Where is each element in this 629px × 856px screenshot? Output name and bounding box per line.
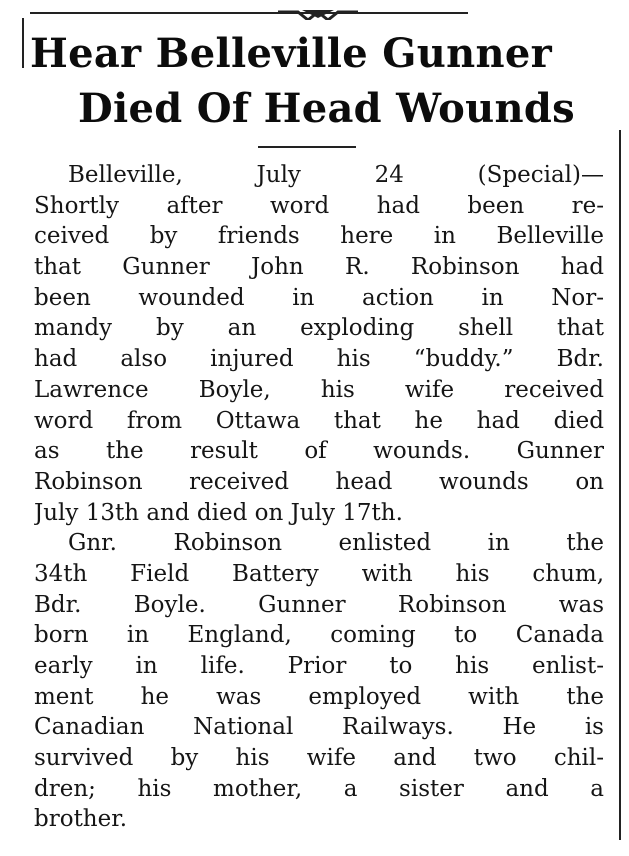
- paragraph-1: [34, 160, 604, 528]
- text-line: mandy by an exploding shell that: [34, 315, 604, 342]
- text-line: Lawrence Boyle, his wife received: [34, 376, 604, 403]
- text-line: Shortly after word had been re-: [34, 192, 604, 219]
- text-line: Gnr. Robinson enlisted in the: [68, 530, 604, 557]
- text-line: brother.: [34, 806, 128, 833]
- paragraph-2: [34, 528, 604, 835]
- right-column-rule: [619, 130, 621, 840]
- text-line: 34th Field Battery with his chum,: [34, 560, 604, 587]
- text-line: survived by his wife and two chil-: [34, 745, 604, 772]
- article-body: [34, 160, 604, 835]
- text-line: dren; his mother, a sister and a: [34, 775, 604, 802]
- dash-ornament-icon: [278, 4, 358, 20]
- text-line: ment he was employed with the: [34, 683, 604, 710]
- headline-divider: [258, 146, 356, 148]
- headline-line-1: Hear Belleville Gunner: [30, 30, 552, 77]
- headline: [30, 26, 610, 136]
- text-line: as the result of wounds. Gunner: [34, 438, 604, 465]
- text-line: that Gunner John R. Robinson had: [34, 254, 604, 281]
- text-line: word from Ottawa that he had died: [34, 407, 604, 434]
- text-line: had also injured his “buddy.” Bdr.: [34, 346, 604, 373]
- top-rule: [30, 12, 468, 14]
- text-line: Bdr. Boyle. Gunner Robinson was: [34, 591, 604, 618]
- text-line: ceived by friends here in Belleville: [34, 223, 604, 250]
- text-line: early in life. Prior to his enlist-: [34, 653, 604, 679]
- text-line: Canadian National Railways. He is: [34, 714, 604, 741]
- text-line: been wounded in action in Nor-: [34, 284, 604, 311]
- text-line: born in England, coming to Canada: [34, 622, 604, 649]
- headline-line-2: Died Of Head Wounds: [78, 85, 575, 132]
- text-line: July 13th and died on July 17th.: [34, 499, 403, 526]
- text-line: Robinson received head wounds on: [34, 468, 604, 495]
- text-line: Belleville, July 24 (Special)—: [68, 162, 604, 188]
- left-column-rule: [22, 18, 24, 68]
